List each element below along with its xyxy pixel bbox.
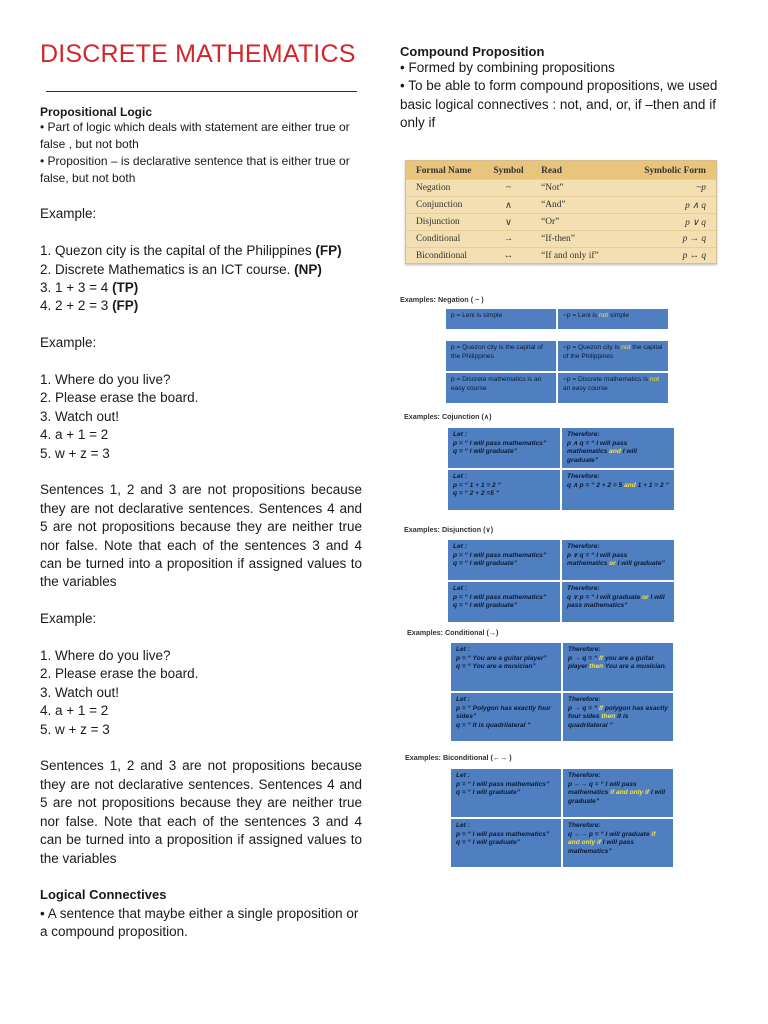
table-row [406,248,716,265]
list-item: 5. w + z = 3 [40,721,110,737]
example-cell: Therefore: q ∧ p = “ 2 + 2 = 5 and 1 + 1 = 2 ” [562,470,674,510]
prop-logic-bullet-2: • Proposition – is declarative sentence that is either true or false, but not both [40,154,350,185]
example-cell: Therefore: p ∨ q = “ I will pass mathematics or I will graduate” [562,540,674,580]
example-fp-1: 1. Quezon city is the capital of the Philippines (FP) [40,243,342,259]
explanation-paragraph-2: Sentences 1, 2 and 3 are not propositions because they are not declarative sentences. Sentences 4 and 5 are not propositions because they are neither true nor false. Note that each of the sentences 3 and 4 can be turned into a proposition if assigned values to the variables [40,758,362,866]
table-row [406,197,716,214]
example-cell: Therefore: p → q = “ If polygon has exactly four sides then it is quadrilateral ” [563,693,673,741]
prop-logic-bullet-1: • Part of logic which deals with statement are either true or false , but not both [40,120,350,151]
example-cell: Let : p = “ I will pass mathematics” q = “ I will graduate” [448,582,560,622]
table-row [406,214,716,231]
disjunction-examples-grid [448,540,674,622]
connectives-table [405,160,717,264]
list-item: 1. Where do you live? [40,372,171,387]
table-row [406,180,716,197]
logical-connectives-heading: Logical Connectives [40,887,167,903]
table-cell: “Or” [531,214,617,231]
list-item: 2. Please erase the board. [40,390,199,406]
compound-bullet-1: • Formed by combining propositions [400,60,615,75]
example-cell: Let : p = “ You are a guitar player” q = “ You are a musician” [451,643,561,691]
list-item: 2. Please erase the board. [40,666,199,682]
example-label-1: Example: [40,206,97,222]
example-cell: Therefore: p ←→ q = “ I will pass mathematics if and only if I will graduate” [563,769,673,817]
left-column [40,40,362,942]
table-cell: p ∨ q [617,214,716,231]
example-cell: Let : p = “ I will pass mathematics” q = “ I will graduate” [448,428,560,468]
example-cell: Let : p = “ Polygon has exactly four sides” q = “ It is quadrilateral ” [451,693,561,741]
compound-proposition-heading: Compound Proposition [400,44,545,59]
conditional-examples-label: Examples: Conditional (→) [407,628,499,637]
explanation-paragraph-1: Sentences 1, 2 and 3 are not propositions because they are not declarative sentences. Sentences 4 and 5 are not propositions because they are neither true nor false. Note that each of the sentences 3 and 4 can be turned into a proposition if assigned values to the variables [40,482,362,590]
negation-examples-label: Examples: Negation ( ~ ) [400,295,484,304]
example-cell: Let : p = “ I will pass mathematics” q = “ I will graduate” [448,540,560,580]
example-label-3: Example: [40,611,97,627]
table-cell: Disjunction [406,214,490,231]
compound-bullet-2: • To be able to form compound propositions, we used basic logical connectives : not, and, or, if –then and if only if [400,78,718,131]
table-cell: ∨ [490,214,531,231]
page-title: DISCRETE MATHEMATICS [40,40,356,68]
table-header: Read [531,161,617,180]
table-cell: ↔ [490,248,531,265]
table-cell: p ↔ q [617,248,716,265]
list-item: 4. a + 1 = 2 [40,703,109,719]
example-cell: Therefore: q ←→ p = “ I will graduate if and only if I will pass mathematics” [563,819,673,867]
conjunction-examples-grid [448,428,674,510]
table-cell: p → q [617,231,716,248]
table-header: Formal Name [406,161,490,180]
example-fp-2: 4. 2 + 2 = 3 (FP) [40,298,139,314]
list-item: 3. Watch out! [40,684,120,700]
example-label-2: Example: [40,335,97,351]
right-column [400,40,730,133]
table-row [406,231,716,248]
example-cell: p = Leni is simple [446,309,556,329]
list-item: 1. Where do you live? [40,648,171,664]
example-tp: 3. 1 + 3 = 4 (TP) [40,280,139,295]
conjunction-examples-label: Examples: Cojunction (∧) [404,412,492,421]
table-cell: p ∧ q [617,197,716,214]
biconditional-examples-grid [451,769,673,867]
table-cell: → [490,231,531,248]
example-cell: Let : p = “ I will pass mathematics” q = “ I will graduate” [451,769,561,817]
example-cell: p = Discrete mathematics is an easy course [446,373,556,403]
biconditional-examples-label: Examples: Biconditional (←→ ) [405,753,512,762]
title-divider [46,91,357,92]
example-cell: ~p = Quezon city is not the capital of the Philippines [558,341,668,371]
negation-examples-grid [446,309,668,403]
table-cell: “Not” [531,180,617,197]
table-header: Symbolic Form [617,161,716,180]
table-header: Symbol [490,161,531,180]
example-cell: p = Quezon city is the capital of the Philippines [446,341,556,371]
table-cell: ∧ [490,197,531,214]
example-cell: Therefore: p → q = “ If you are a guitar player then You are a musician. [563,643,673,691]
table-cell: “If and only if” [531,248,617,265]
table-cell: “And” [531,197,617,214]
example-cell: ~p = Discrete mathematics is not an easy course [558,373,668,403]
disjunction-examples-label: Examples: Disjunction (∨) [404,525,494,534]
propositional-logic-heading: Propositional Logic [40,105,153,119]
example-cell: Let : p = “ 1 + 1 = 2 ” q = “ 2 + 2 =5 ” [448,470,560,510]
list-item: 3. Watch out! [40,408,120,424]
table-cell: “If-then” [531,231,617,248]
table-cell: ~p [617,180,716,197]
table-cell: Conjunction [406,197,490,214]
example-np: 2. Discrete Mathematics is an ICT course. (NP) [40,261,322,277]
table-cell: Negation [406,180,490,197]
list-item: 4. a + 1 = 2 [40,427,109,443]
logical-connectives-bullet: • A sentence that maybe either a single proposition or a compound proposition. [40,905,359,940]
example-cell: Let : p = “ I will pass mathematics” q = “ I will graduate” [451,819,561,867]
table-cell: Conditional [406,231,490,248]
list-item: 5. w + z = 3 [40,445,110,461]
example-cell: ~p = Leni is not simple [558,309,668,329]
table-cell: Biconditional [406,248,490,265]
conditional-examples-grid [451,643,673,741]
table-cell: ~ [490,180,531,197]
example-cell: Therefore: q ∨ p = “ I will graduate or I will pass mathematics” [562,582,674,622]
example-cell: Therefore: p ∧ q = “ I will pass mathematics and I will graduate” [562,428,674,468]
table-header-row [406,161,716,180]
